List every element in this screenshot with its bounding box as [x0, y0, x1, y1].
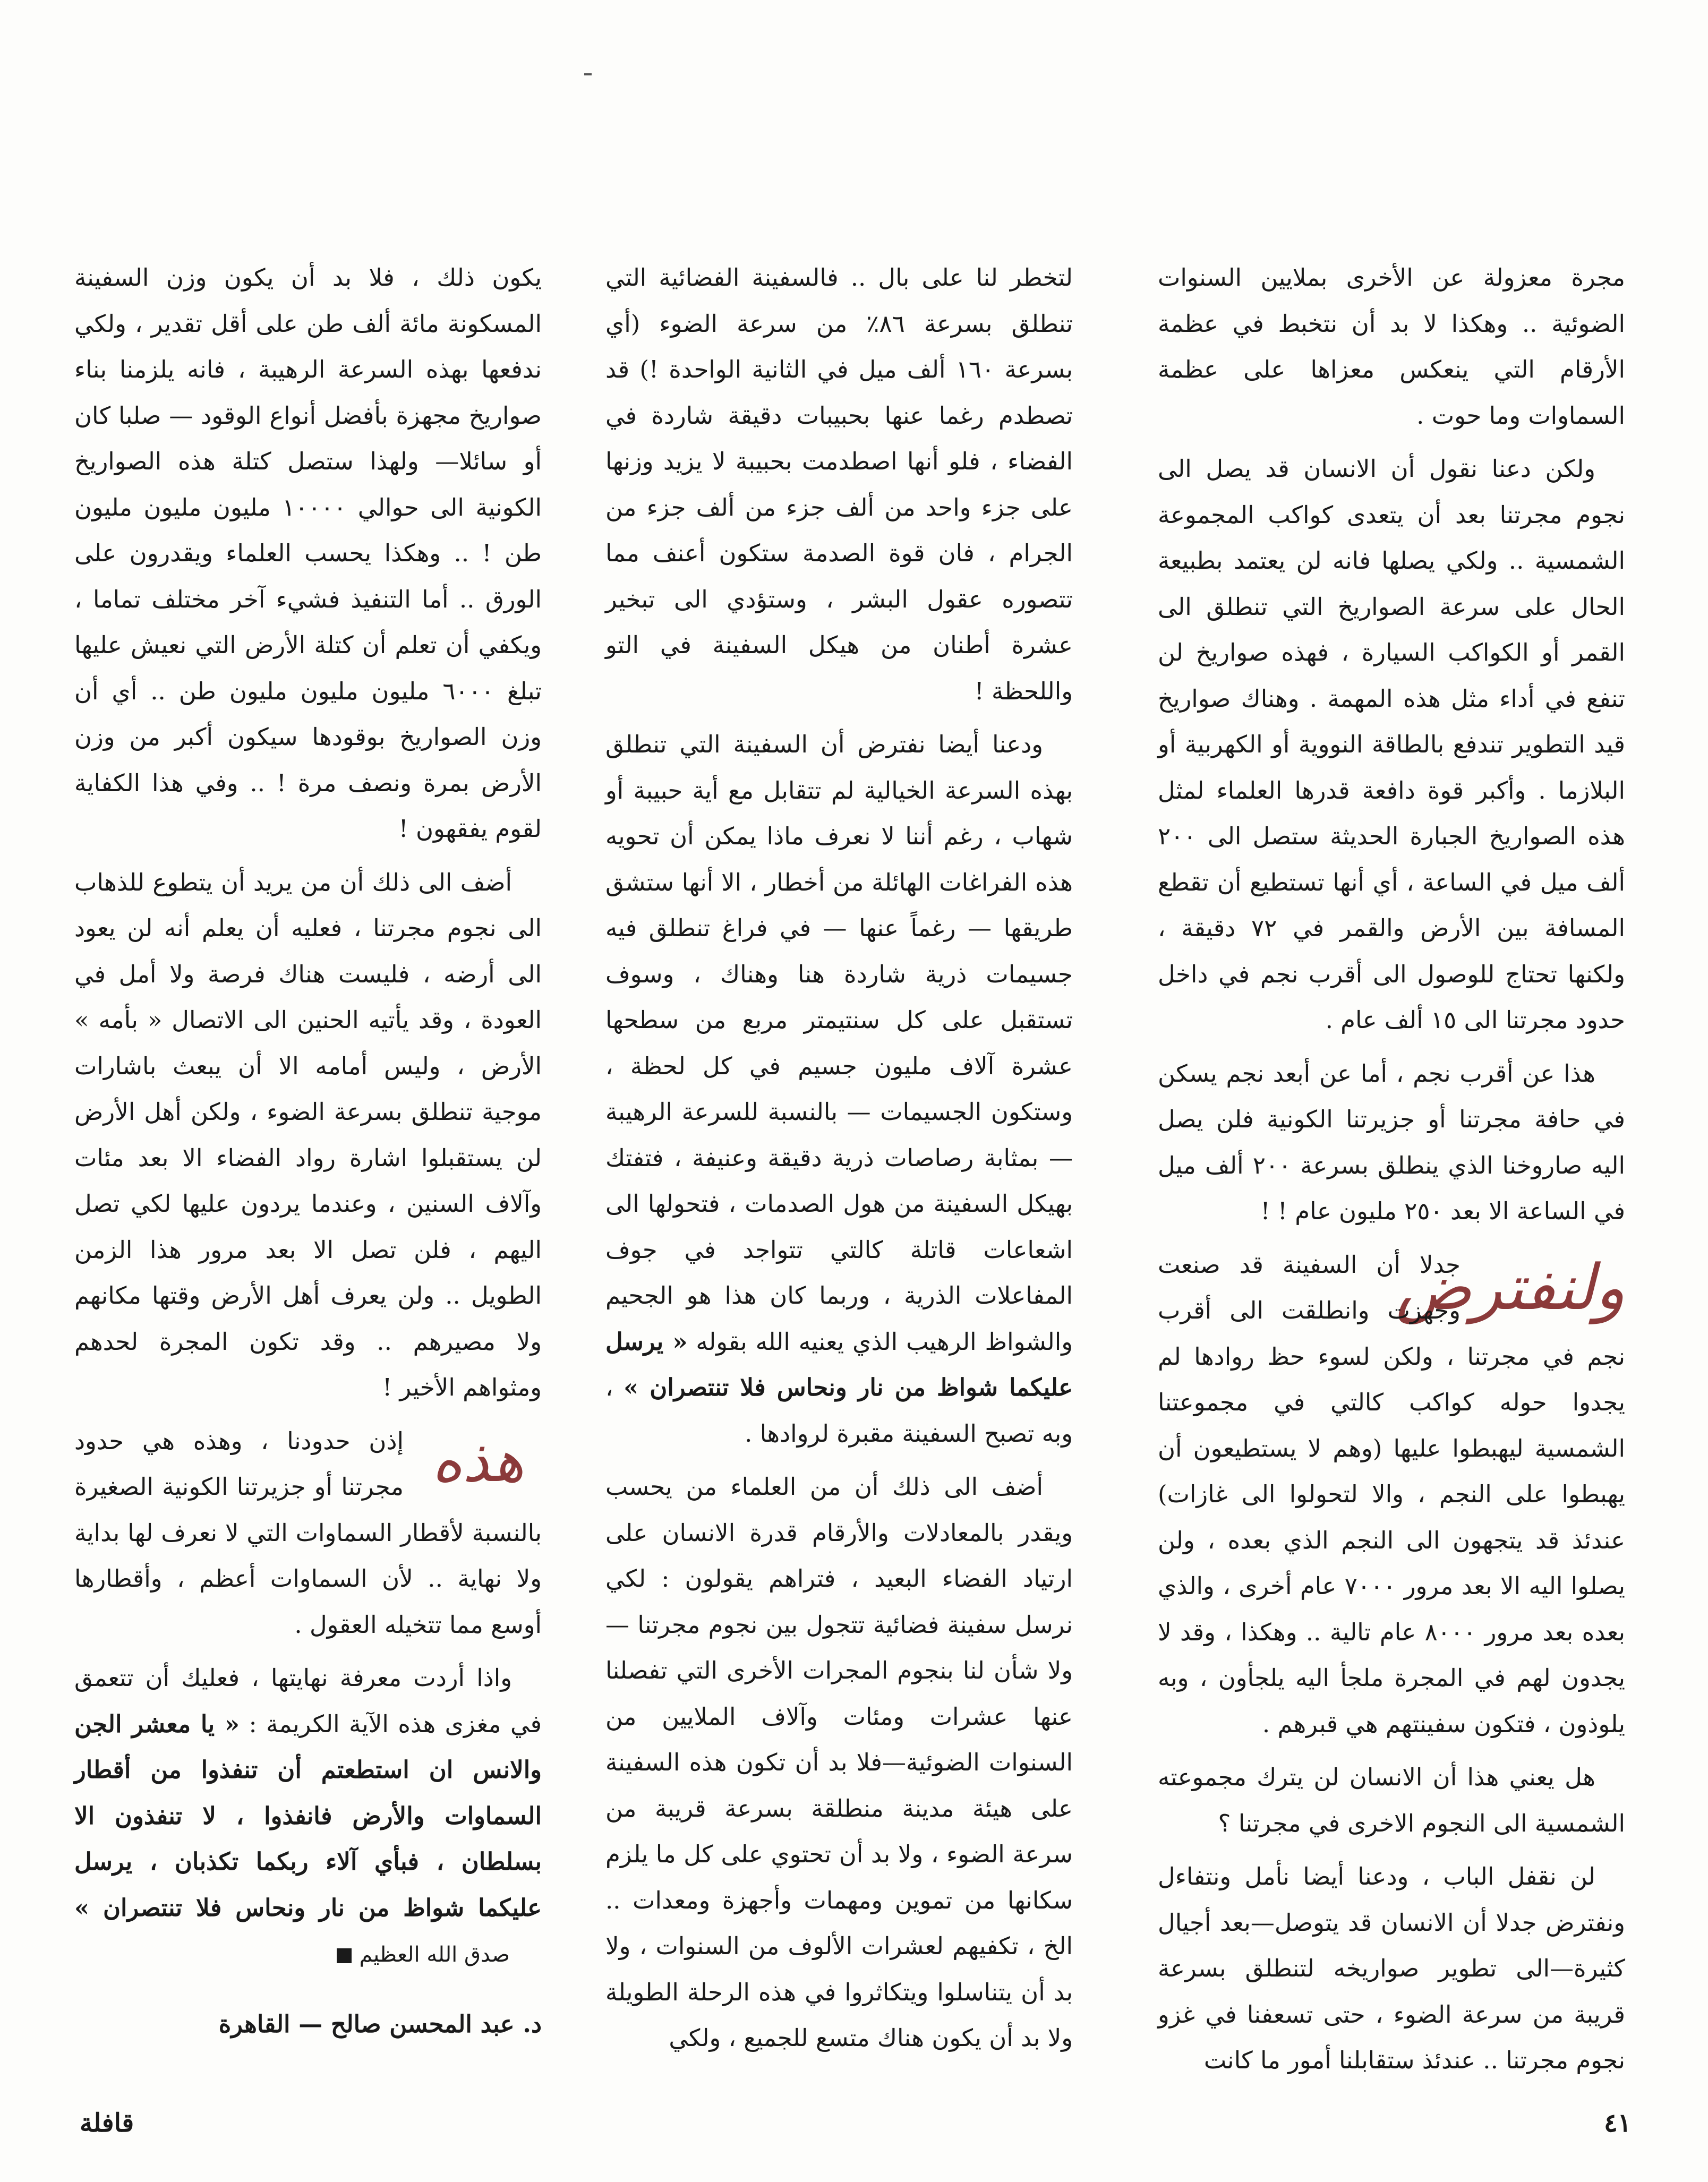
paragraph: هل يعني هذا أن الانسان لن يترك مجموعته الشمسية الى النجوم الاخرى في مجرتنا ؟ [1158, 1763, 1625, 1837]
paragraph-text: ، وبه تصبح السفينة مقبرة لروادها . [605, 1373, 1073, 1448]
paragraph-with-calligraphy [1158, 1242, 1625, 1748]
article-column-left [74, 255, 542, 1986]
paragraph-text: جدلا أن السفينة قد صنعت وجهزت وانطلقت الى أقرب نجم في مجرتنا ، ولكن لسوء حظ روادها لم يجدوا حوله كواكب كالتي في مجموعتنا الشمسية ليهبطوا عليها (وهم لا يستطيعون أن يهبطوا على النجم ، والا لتحولوا الى غازات) عندئذ قد يتجهون الى النجم الذي بعده ، ولن يصلوا اليه الا بعد مرور ٧٠٠٠ عام أخرى ، والذي بعده بعد مرور ٨٠٠٠ عام تالية .. وهكذا ، وقد لا يجدون لهم في المجرة ملجأ اليه يلجأون ، وبه يلوذون ، فتكون سفينتهم هي قبرهم . [1158, 1250, 1625, 1738]
paragraph-text: واذا أردت معرفة نهايتها ، فعليك أن تتعمق في مغزى هذه الآية الكريمة : [74, 1664, 542, 1738]
paragraph [74, 1655, 542, 1978]
paragraph: مجرة معزولة عن الأخرى بملايين السنوات الضوئية .. وهكذا لا بد أن نتخبط في عظمة الأرقام التي ينعكس معزاها على عظمة السماوات وما حوت . [1158, 263, 1625, 430]
paragraph: ولكن دعنا نقول أن الانسان قد يصل الى نجوم مجرتنا بعد أن يتعدى كواكب المجموعة الشمسية .. ولكي يصلها فانه لن يعتمد بطبيعة الحال على سرعة الصواريخ التي تنطلق الى القمر أو الكواكب السيارة ، فهذه صواريخ لن تنفع في أداء مثل هذه المهمة . وهناك صواريخ قيد التطوير تندفع بالطاقة النووية أو الكهربية أو البلازما . وأكبر قوة دافعة قدرها العلماء لمثل هذه الصواريخ الجبارة الحديثة ستصل الى ٢٠٠ ألف ميل في الساعة ، أي أنها تستطيع أن تقطع المسافة بين الأرض والقمر في ٧٢ دقيقة ، ولكنها تحتاج للوصول الى أقرب نجم في داخل حدود مجرتنا الى ١٥ ألف عام . [1158, 455, 1625, 1034]
paragraph [605, 722, 1073, 1457]
print-mark [584, 73, 592, 75]
quran-reference: صدق الله العظيم [359, 1943, 510, 1967]
paragraph: هذا عن أقرب نجم ، أما عن أبعد نجم يسكن في حافة مجرتنا أو جزيرتنا الكونية فلن يصل اليه صاروخنا الذي ينطلق بسرعة ٢٠٠ ألف ميل في الساعة الا بعد ٢٥٠ مليون عام ! ! [1158, 1059, 1626, 1225]
paragraph: أضف الى ذلك أن من يريد أن يتطوع للذهاب الى نجوم مجرتنا ، فعليه أن يعلم أنه لن يعود الى أرضه ، فليست هناك فرصة ولا أمل في العودة ، وقد يأتيه الحنين الى الاتصال « بأمه » الأرض ، وليس أمامه الا أن يبعث باشارات موجية تنطلق بسرعة الضوء ، ولكن أهل الأرض لن يستقبلوا اشارة رواد الفضاء الا بعد مئات وآلاف السنين ، وعندما يردون عليها لكي تصل اليهم ، فلن تصل الا بعد مرور هذا الزمن الطويل .. ولن يعرف أهل الأرض وقتها مكانهم ولا مصيرهم .. وقد تكون المجرة لحدهم ومثواهم الأخير ! [74, 868, 542, 1401]
paragraph: أضف الى ذلك أن من العلماء من يحسب ويقدر بالمعادلات والأرقام قدرة الانسان على ارتياد الفضاء البعيد ، فتراهم يقولون : لكي نرسل سفينة فضائية تتجول بين نجوم مجرتنا — ولا شأن لنا بنجوم المجرات الأخرى التي تفصلنا عنها عشرات ومئات وآلاف الملايين من السنوات الضوئية—فلا بد أن تكون هذه السفينة على هيئة مدينة منطلقة بسرعة قريبة من سرعة الضوء ، ولا بد أن تحتوي على كل ما يلزم سكانها من تموين ومهمات وأجهزة ومعدات .. الخ ، تكفيهم لعشرات الألوف من السنوات ، ولا بد أن يتناسلوا ويتكاثروا في هذه الرحلة الطويلة ولا بد أن يكون هناك متسع للجميع ، ولكي [605, 1473, 1073, 2052]
paragraph-text: ودعنا أيضا نفترض أن السفينة التي تنطلق بهذه السرعة الخيالية لم تتقابل مع أية حبيبة أو شهاب ، رغم أننا لا نعرف ماذا يمكن أن تحويه هذه الفراغات الهائلة من أخطار ، الا أنها ستشق طريقها — رغماً عنها — في فراغ تنطلق فيه جسيمات ذرية شاردة هنا وهناك ، وسوف تستقبل على كل سنتيمتر مربع من سطحها عشرة آلاف مليون جسيم في كل لحظة ، وستكون الجسيمات — بالنسبة للسرعة الرهيبة — بمثابة رصاصات ذرية دقيقة وعنيفة ، فتفتك بهيكل السفينة من هول الصدمات ، فتحولها الى اشعاعات قاتلة كالتي تتواجد في جوف المفاعلات الذرية ، وربما كان هذا هو الجحيم والشواظ الرهيب الذي يعنيه الله بقوله [605, 730, 1073, 1356]
paragraph-with-calligraphy [74, 1418, 542, 1648]
calligraphic-heading: ولنفترض [1396, 1250, 1625, 1324]
calligraphic-heading: هذه [432, 1426, 524, 1495]
paragraph: يكون ذلك ، فلا بد أن يكون وزن السفينة المسكونة مائة ألف طن على أقل تقدير ، ولكي ندفعها بهذه السرعة الرهيبة ، فانه يلزمنا بناء صواريخ مجهزة بأفضل أنواع الوقود — صلبا كان أو سائلا— ولهذا ستصل كتلة هذه الصواريخ الكونية الى حوالي ١٠٠٠٠ مليون مليون مليون طن ! .. وهكذا يحسب العلماء ويقدرون على الورق .. أما التنفيذ فشيء آخر مختلف تماما ، ويكفي أن تعلم أن كتلة الأرض التي نعيش عليها تبلغ ٦٠٠٠ مليون مليون مليون طن .. أي أن وزن الصواريخ بوقودها سيكون أكبر من وزن الأرض بمرة ونصف مرة ! .. وفي هذا الكفاية لقوم يفقهون ! [74, 263, 542, 843]
paragraph-text: إذن حدودنا ، وهذه هي حدود مجرتنا أو جزيرتنا الكونية الصغيرة بالنسبة لأقطار السماوات التي لا نعرف لها بداية ولا نهاية .. لأن السماوات أعظم ، وأقطارها أوسع مما تتخيله العقول . [74, 1426, 542, 1639]
article-column-middle [605, 255, 1073, 2069]
paragraph: لن نقفل الباب ، ودعنا أيضا نأمل ونتفاءل ونفترض جدلا أن الانسان قد يتوصل—بعد أجيال كثيرة—الى تطوير صواريخه لتنطلق بسرعة قريبة من سرعة الضوء ، حتى تسعفنا في غزو نجوم مجرتنا .. عندئذ ستقابلنا أمور ما كانت [1158, 1862, 1625, 2074]
article-column-right [1158, 255, 1625, 2091]
quran-verse: « يا معشر الجن والانس ان استطعتم أن تنفذوا من أقطار السماوات والأرض فانفذوا ، لا تنفذون الا بسلطان ، فبأي آلاء ربكما تكذبان ، يرسل عليكما شواظ من نار ونحاس فلا تنتصران » [74, 1709, 542, 1922]
author-byline: د. عبد المحسن صالح — القاهرة [218, 2010, 542, 2038]
magazine-name: قافلة [80, 2108, 134, 2138]
end-of-article-icon [337, 1948, 352, 1963]
quran-verse: « يرسل عليكما شواظ من نار ونحاس فلا تنتصران » [605, 1327, 1073, 1401]
paragraph: لتخطر لنا على بال .. فالسفينة الفضائية التي تنطلق بسرعة ٨٦٪ من سرعة الضوء (أي بسرعة ١٦٠ ألف ميل في الثانية الواحدة !) قد تصطدم رغما عنها بحبيبات دقيقة شاردة في الفضاء ، فلو أنها اصطدمت بحبيبة لا يزيد وزنها على جزء واحد من ألف جزء من ألف جزء من الجرام ، فان قوة الصدمة ستكون أعنف مما تتصوره عقول البشر ، وستؤدي الى تبخير عشرة أطنان من هيكل السفينة في التو واللحظة ! [605, 263, 1073, 705]
page-number: ٤١ [1604, 2108, 1632, 2138]
